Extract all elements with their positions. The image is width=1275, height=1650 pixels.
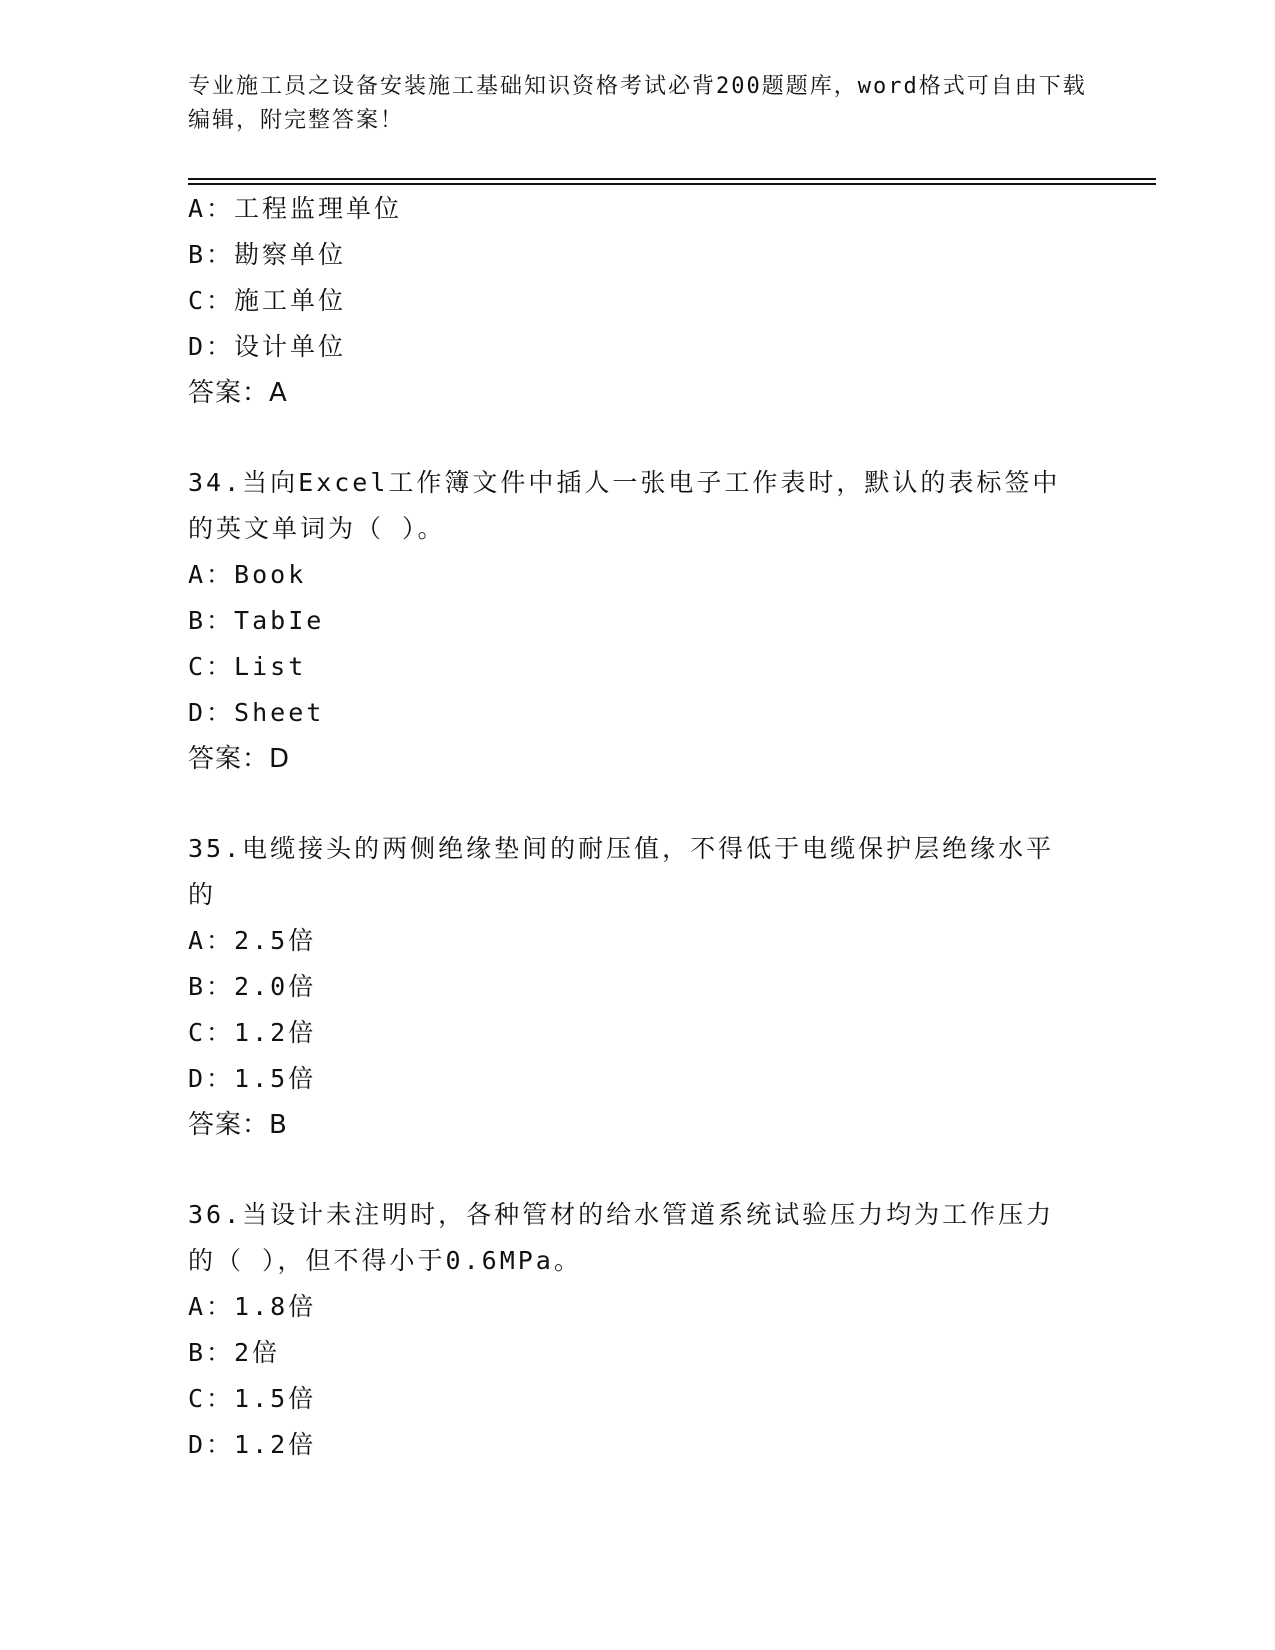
option-d: D：设计单位 (188, 332, 347, 361)
question-text: 36.当设计未注明时，各种管材的给水管道系统试验压力均为工作压力的（ ），但不得小于0.6MPa。 (188, 1200, 1055, 1275)
option-d: D：1.5倍 (188, 1064, 317, 1093)
option-a: A：2.5倍 (188, 926, 317, 955)
option-a: A：Book (188, 560, 307, 589)
option-a: A：1.8倍 (188, 1292, 317, 1321)
option-b: B：2.0倍 (188, 972, 317, 1001)
answer-line: 答案：D (188, 744, 291, 774)
option-b: B：勘察单位 (188, 240, 347, 269)
answer-line: 答案：A (188, 378, 288, 408)
spacer (188, 1148, 1088, 1192)
question-35 (188, 826, 1088, 1148)
question-33-continuation (188, 186, 1088, 416)
option-c: C：List (188, 652, 307, 681)
header-divider-bottom (188, 183, 1156, 185)
question-text: 35.电缆接头的两侧绝缘垫间的耐压值，不得低于电缆保护层绝缘水平的 (188, 834, 1055, 909)
option-b: B：TabIe (188, 606, 325, 635)
option-c: C：施工单位 (188, 286, 347, 315)
option-d: D：1.2倍 (188, 1430, 317, 1459)
document-header-title: 专业施工员之设备安装施工基础知识资格考试必背200题题库，word格式可自由下载编辑，附完整答案！ (188, 74, 1087, 133)
question-text: 34.当向Excel工作簿文件中插人一张电子工作表时，默认的表标签中的英文单词为（ ）。 (188, 468, 1061, 543)
question-content (188, 186, 1088, 1468)
answer-line: 答案：B (188, 1110, 288, 1140)
option-c: C：1.5倍 (188, 1384, 317, 1413)
header-divider-top (188, 178, 1156, 180)
option-a: A：工程监理单位 (188, 194, 403, 223)
question-36 (188, 1192, 1088, 1468)
option-b: B：2倍 (188, 1338, 281, 1367)
option-c: C：1.2倍 (188, 1018, 317, 1047)
question-34 (188, 460, 1088, 782)
option-d: D：Sheet (188, 698, 325, 727)
spacer (188, 782, 1088, 826)
spacer (188, 416, 1088, 460)
